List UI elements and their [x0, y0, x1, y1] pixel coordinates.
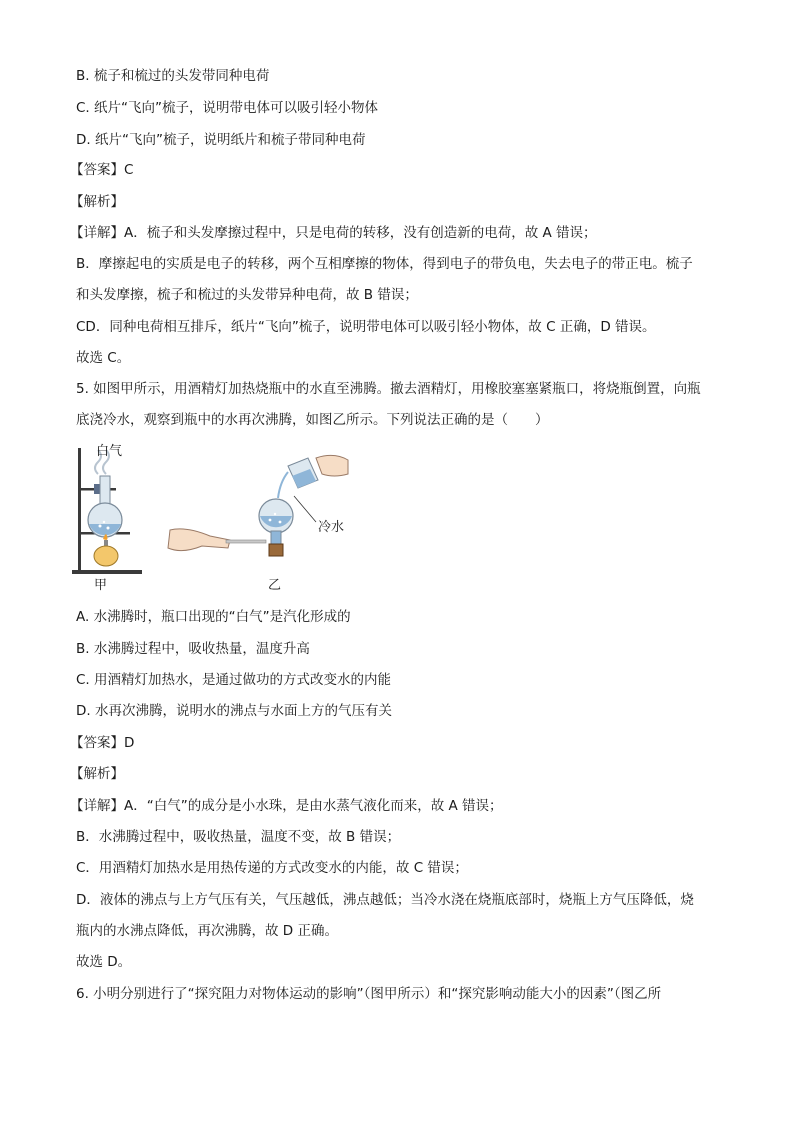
q4-detail-cd: CD．同种电荷相互排斥，纸片“飞向”梳子，说明带电体可以吸引轻小物体，故 C 正确，D 错误。: [76, 319, 656, 335]
q5-answer: 【答案】D: [70, 735, 135, 751]
q5-option-a: A. 水沸腾时，瓶口出现的“白气”是汽化形成的: [76, 609, 351, 625]
label-cold-water: 冷水: [318, 520, 345, 535]
q5-figure: [66, 436, 366, 598]
q5-option-c: C. 用酒精灯加热水，是通过做功的方式改变水的内能: [76, 672, 392, 688]
q4-option-d: D. 纸片“飞向”梳子，说明纸片和梳子带同种电荷: [76, 132, 366, 148]
q5-detail-c: C．用酒精灯加热水是用热传递的方式改变水的内能，故 C 错误；: [76, 860, 468, 876]
q5-stem-line1: 5. 如图甲所示，用酒精灯加热烧瓶中的水直至沸腾。撤去酒精灯，用橡胶塞塞紧瓶口，将烧瓶倒置，向瓶: [76, 381, 701, 397]
q5-detail-b: B．水沸腾过程中，吸收热量，温度不变，故 B 错误；: [76, 829, 401, 845]
q6-stem-line1: 6. 小明分别进行了“探究阻力对物体运动的影响”（图甲所示）和“探究影响动能大小的因素”（图乙所: [76, 986, 662, 1002]
figure-yi-apparatus: [168, 455, 348, 556]
q5-detail-a: 【详解】A．“白气”的成分是小水珠，是由水蒸气液化而来，故 A 错误；: [70, 798, 503, 814]
q4-option-c: C. 纸片“飞向”梳子，说明带电体可以吸引轻小物体: [76, 100, 378, 116]
q4-answer: 【答案】C: [70, 162, 134, 178]
experiment-illustration: [66, 436, 366, 598]
q5-analysis-title: 【解析】: [70, 766, 124, 782]
q4-analysis-title: 【解析】: [70, 194, 124, 210]
q5-conclusion: 故选 D。: [76, 954, 132, 970]
figure-jia-apparatus: [72, 448, 142, 574]
label-yi: 乙: [268, 578, 282, 593]
q4-detail-a: 【详解】A．梳子和头发摩擦过程中，只是电荷的转移，没有创造新的电荷，故 A 错误；: [70, 225, 597, 241]
q5-option-d: D. 水再次沸腾，说明水的沸点与水面上方的气压有关: [76, 703, 392, 719]
label-steam: 白气: [96, 444, 123, 459]
q4-conclusion: 故选 C。: [76, 350, 131, 366]
q4-detail-b-line2: 和头发摩擦，梳子和梳过的头发带异种电荷，故 B 错误；: [76, 287, 418, 303]
q4-option-b: B. 梳子和梳过的头发带同种电荷: [76, 68, 270, 84]
q5-detail-d-line1: D．液体的沸点与上方气压有关，气压越低，沸点越低；当冷水浇在烧瓶底部时，烧瓶上方气压降低，烧: [76, 892, 694, 908]
label-jia: 甲: [94, 578, 108, 593]
q5-stem-line2: 底浇冷水，观察到瓶中的水再次沸腾，如图乙所示。下列说法正确的是（ ）: [76, 412, 549, 428]
q5-option-b: B. 水沸腾过程中，吸收热量，温度升高: [76, 641, 310, 657]
q5-detail-d-line2: 瓶内的水沸点降低，再次沸腾，故 D 正确。: [76, 923, 338, 939]
q4-detail-b-line1: B．摩擦起电的实质是电子的转移，两个互相摩擦的物体，得到电子的带负电，失去电子的带正电。梳子: [76, 256, 693, 272]
